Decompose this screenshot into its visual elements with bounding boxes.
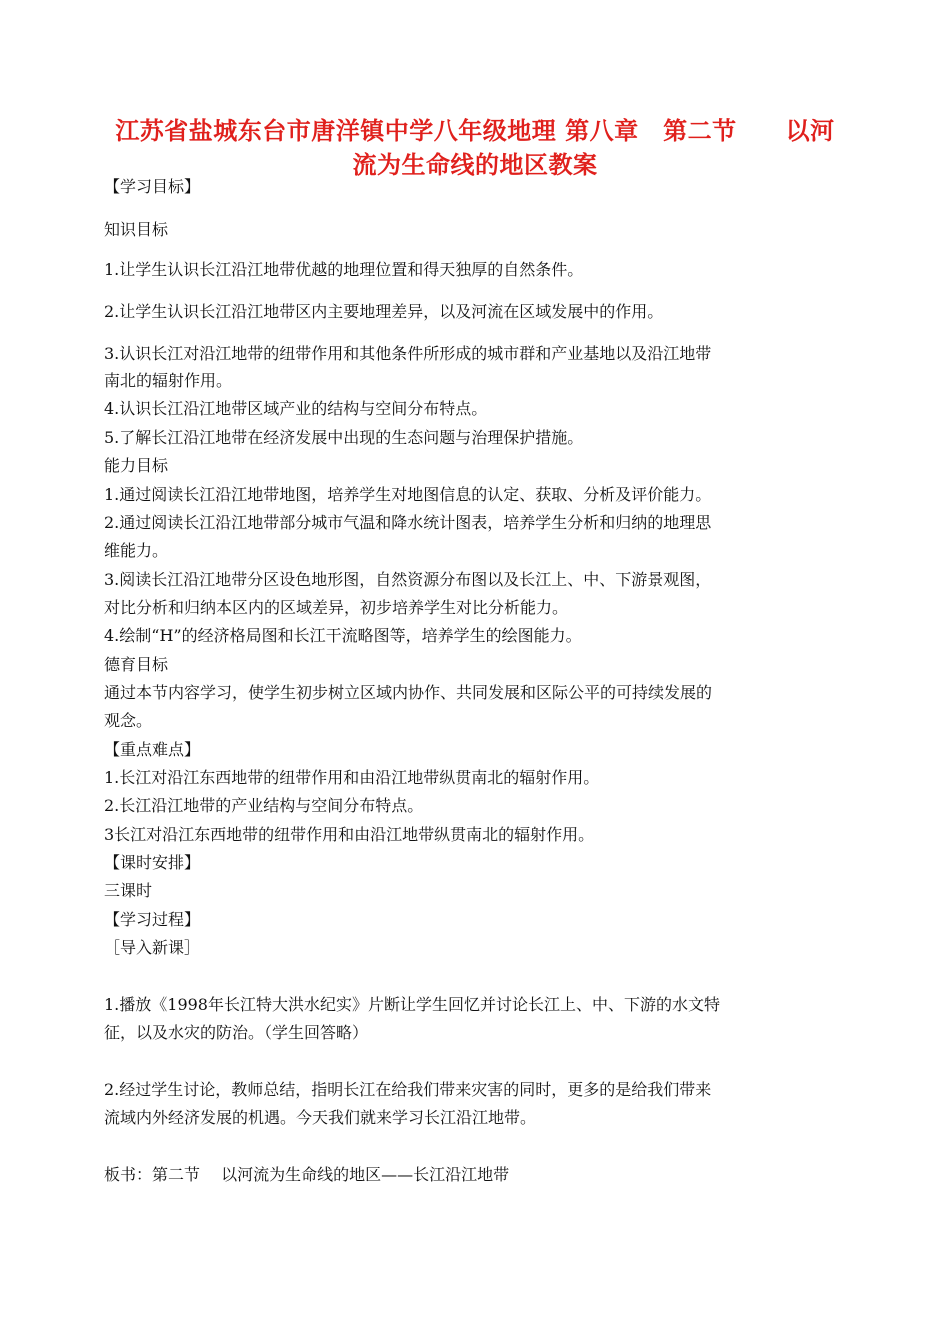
- paragraph-line: 2.长江沿江地带的产业结构与空间分布特点。: [104, 796, 424, 815]
- paragraph-line: 通过本节内容学习，使学生初步树立区域内协作、共同发展和区际公平的可持续发展的: [104, 683, 713, 702]
- paragraph-line: 3.阅读长江沿江地带分区设色地形图，自然资源分布图以及长江上、中、下游景观图，: [104, 570, 712, 589]
- section-heading-process: 【学习过程】: [104, 910, 201, 929]
- section-heading-key-points: 【重点难点】: [104, 740, 201, 759]
- title-line-2: 流为生命线的地区教案: [352, 151, 598, 179]
- document-title: [100, 114, 850, 182]
- blackboard-note: 板书：第二节 以河流为生命线的地区——长江沿江地带: [104, 1165, 510, 1184]
- paragraph-line: 4.绘制“H”的经济格局图和长江干流略图等，培养学生的绘图能力。: [104, 626, 582, 645]
- paragraph-line: 三课时: [104, 881, 153, 900]
- paragraph-line: 维能力。: [104, 541, 169, 560]
- paragraph-line: 对比分析和归纳本区内的区域差异，初步培养学生对比分析能力。: [104, 598, 569, 617]
- subheading-intro: ［导入新课］: [104, 938, 201, 957]
- paragraph-line: 1.通过阅读长江沿江地带地图，培养学生对地图信息的认定、获取、分析及评价能力。: [104, 485, 712, 504]
- section-heading-objectives: 【学习目标】: [104, 177, 201, 196]
- paragraph-line: 1.让学生认识长江沿江地带优越的地理位置和得天独厚的自然条件。: [104, 260, 584, 279]
- paragraph-line: 南北的辐射作用。: [104, 371, 233, 390]
- subheading-knowledge: 知识目标: [104, 220, 169, 239]
- paragraph-line: 1.播放《1998年长江特大洪水纪实》片断让学生回忆并讨论长江上、中、下游的水文特: [104, 995, 720, 1014]
- subheading-moral: 德育目标: [104, 655, 169, 674]
- paragraph-line: 3.认识长江对沿江地带的纽带作用和其他条件所形成的城市群和产业基地以及沿江地带: [104, 344, 712, 363]
- paragraph-line: 观念。: [104, 711, 153, 730]
- section-heading-schedule: 【课时安排】: [104, 853, 201, 872]
- title-line-1: 江苏省盐城东台市唐洋镇中学八年级地理 第八章 第二节 以河: [115, 117, 835, 145]
- paragraph-line: 3长江对沿江东西地带的纽带作用和由沿江地带纵贯南北的辐射作用。: [104, 825, 595, 844]
- paragraph-line: 2.让学生认识长江沿江地带区内主要地理差异，以及河流在区域发展中的作用。: [104, 302, 664, 321]
- subheading-ability: 能力目标: [104, 456, 169, 475]
- paragraph-line: 征，以及水灾的防治。（学生回答略）: [104, 1023, 369, 1042]
- paragraph-line: 2.经过学生讨论，教师总结，指明长江在给我们带来灾害的同时，更多的是给我们带来: [104, 1080, 712, 1099]
- paragraph-line: 4.认识长江沿江地带区域产业的结构与空间分布特点。: [104, 399, 488, 418]
- paragraph-line: 5.了解长江沿江地带在经济发展中出现的生态问题与治理保护措施。: [104, 428, 584, 447]
- paragraph-line: 2.通过阅读长江沿江地带部分城市气温和降水统计图表，培养学生分析和归纳的地理思: [104, 513, 712, 532]
- paragraph-line: 1.长江对沿江东西地带的纽带作用和由沿江地带纵贯南北的辐射作用。: [104, 768, 600, 787]
- paragraph-line: 流域内外经济发展的机遇。今天我们就来学习长江沿江地带。: [104, 1108, 537, 1127]
